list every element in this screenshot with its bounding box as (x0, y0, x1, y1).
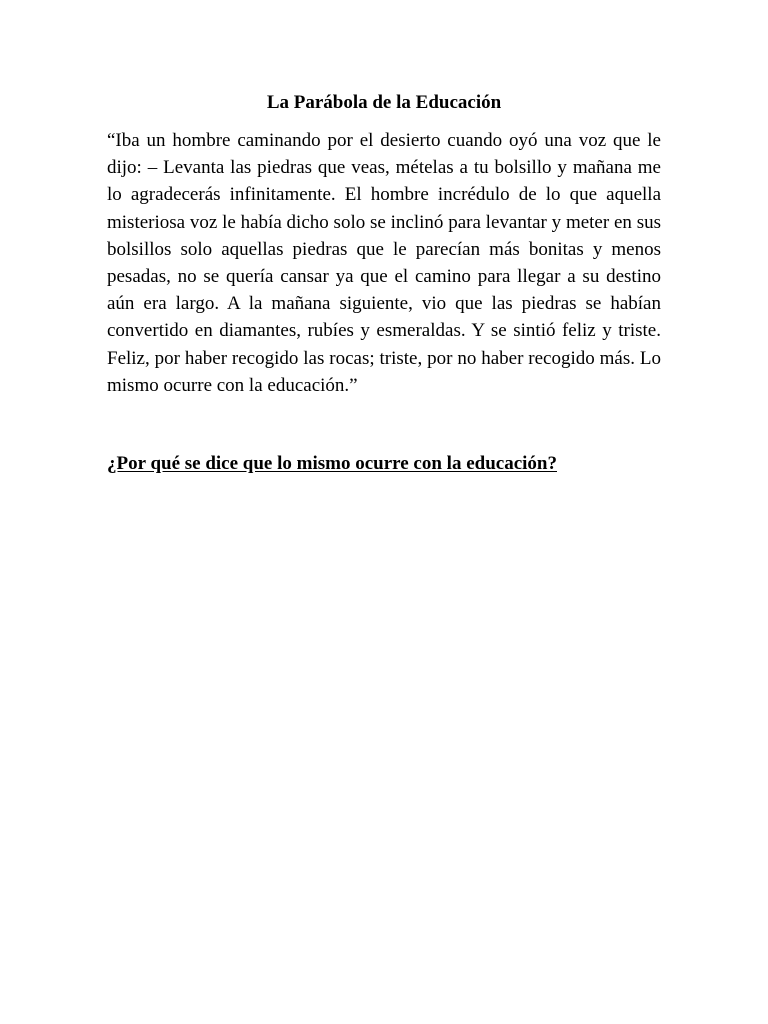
document-title: La Parábola de la Educación (266, 92, 502, 113)
question-heading: ¿Por qué se dice que lo mismo ocurre con la educación? (107, 453, 557, 474)
parable-paragraph: “Iba un hombre caminando por el desierto cuando oyó una voz que le dijo: – Levanta las piedras que veas, mételas a tu bolsillo y mañana me lo agradecerás infinitamente. El hombre incrédulo de lo que aquella misteriosa voz le había dicho solo se inclinó para levantar y meter en sus bolsillos solo aquellas piedras que le parecían más bonitas y menos pesadas, no se quería cansar ya que el camino para llegar a su destino aún era largo. A la mañana siguiente, vio que las piedras se habían convertido en diamantes, rubíes y esmeraldas. Y se sintió feliz y triste. Feliz, por haber recogido las rocas; triste, por no haber recogido más. Lo mismo ocurre con la educación.” (107, 130, 661, 396)
